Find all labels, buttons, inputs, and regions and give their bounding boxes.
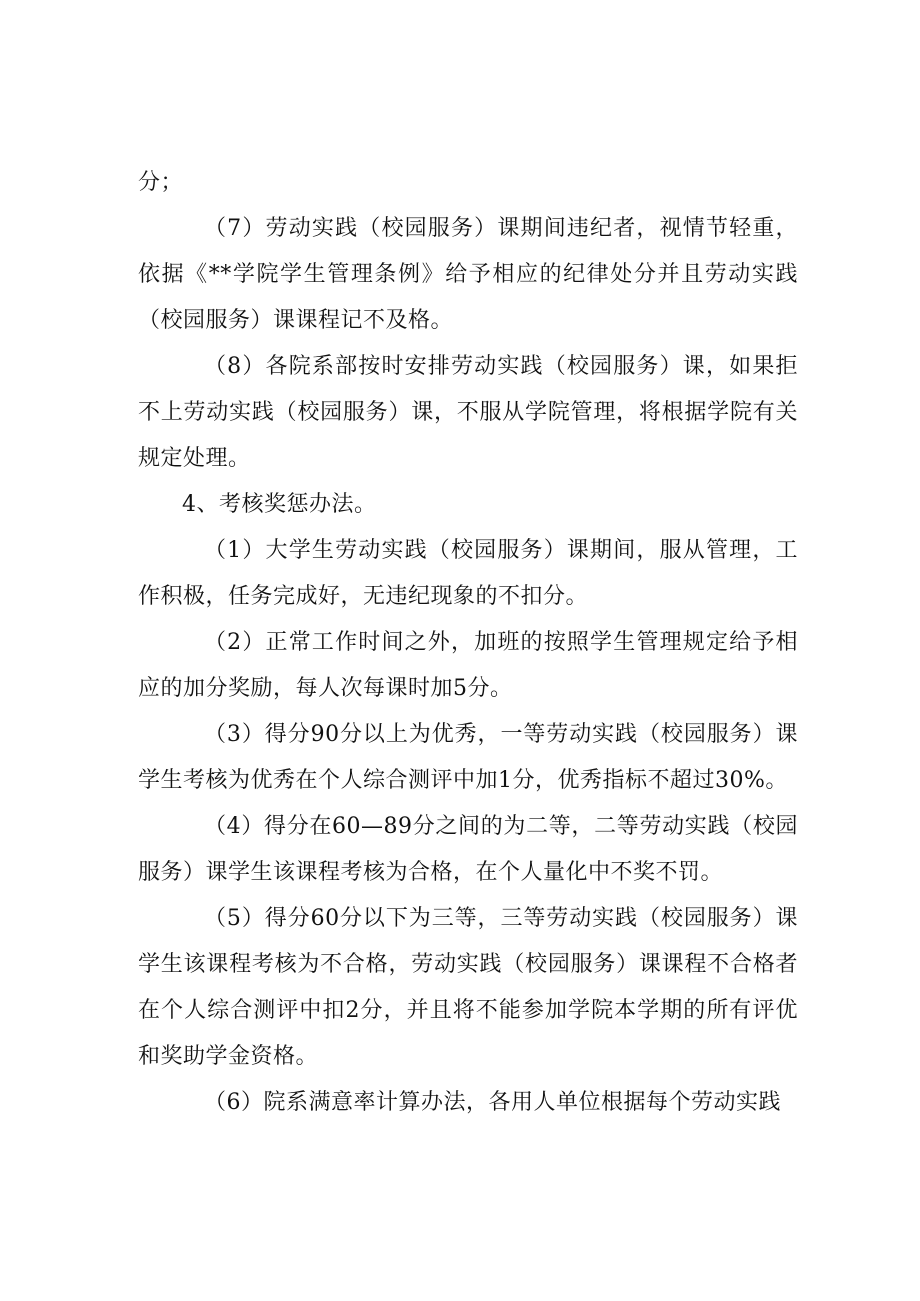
paragraph-item-3: （3）得分90分以上为优秀，一等劳动实践（校园服务）课学生考核为优秀在个人综合测评中加1分，优秀指标不超过30%。 [138, 722, 798, 793]
paragraph-item-7: （7）劳动实践（校园服务）课期间违纪者，视情节轻重，依据《**学院学生管理条例》给予相应的纪律处分并且劳动实践（校园服务）课课程记不及格。 [138, 216, 798, 333]
paragraph-item-5: （5）得分60分以下为三等，三等劳动实践（校园服务）课学生该课程考核为不合格，劳动实践（校园服务）课课程不合格者在个人综合测评中扣2分，并且将不能参加学院本学期的所有评优和奖助学金资格。 [138, 906, 798, 1069]
paragraph-item-6: （6）院系满意率计算办法，各用人单位根据每个劳动实践 [204, 1090, 781, 1115]
paragraph-item-4: （4）得分在60—89分之间的为二等，二等劳动实践（校园服务）课学生该课程考核为合格，在个人量化中不奖不罚。 [138, 814, 798, 885]
section-heading-4: 4、考核奖惩办法。 [182, 492, 377, 517]
paragraph-item-1: （1）大学生劳动实践（校园服务）课期间，服从管理，工作积极，任务完成好，无违纪现象的不扣分。 [138, 538, 798, 609]
document-body [138, 160, 798, 1126]
paragraph-item-2: （2）正常工作时间之外，加班的按照学生管理规定给予相应的加分奖励，每人次每课时加5分。 [138, 630, 798, 701]
paragraph-item-8: （8）各院系部按时安排劳动实践（校园服务）课，如果拒不上劳动实践（校园服务）课，不服从学院管理，将根据学院有关规定处理。 [138, 354, 798, 471]
paragraph-continuation: 分； [138, 170, 184, 195]
